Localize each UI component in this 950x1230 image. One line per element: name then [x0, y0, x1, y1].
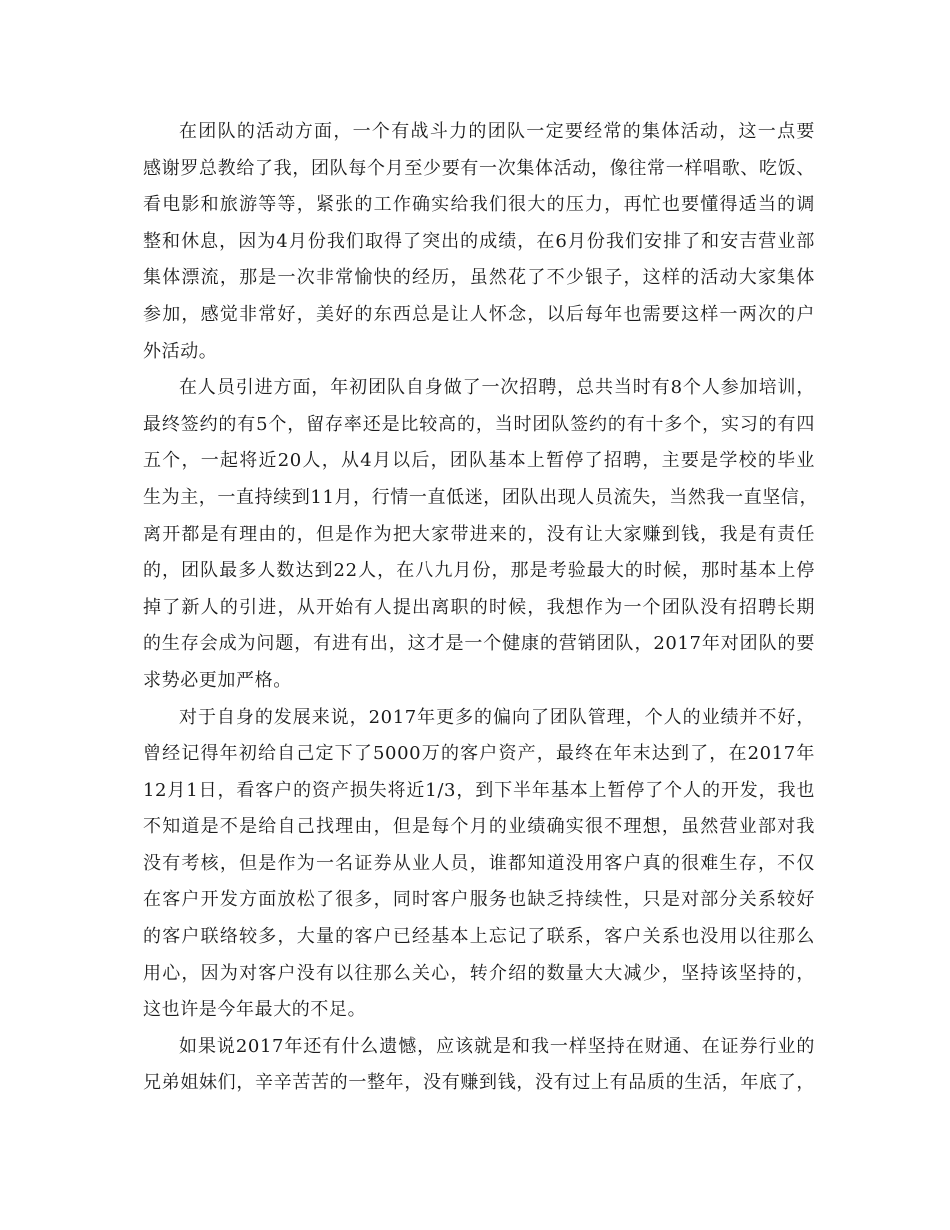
text-line: 如果说2017年还有什么遗憾，应该就是和我一样坚持在财通、在证券行业的: [179, 1035, 815, 1057]
text-line: 的，团队最多人数达到22人，在八九月份，那是考验最大的时候，那时基本上停: [143, 560, 815, 582]
text-line: 外活动。: [143, 340, 218, 362]
document-body: [143, 114, 819, 1102]
text-line: 12月1日，看客户的资产损失将近1/3，到下半年基本上暂停了个人的开发，我也: [143, 779, 815, 801]
text-line: 不知道是不是给自己找理由，但是每个月的业绩确实很不理想，虽然营业部对我: [143, 816, 815, 838]
text-line: 整和休息，因为4月份我们取得了突出的成绩，在6月份我们安排了和安吉营业部: [143, 230, 815, 252]
text-line: 对于自身的发展来说，2017年更多的偏向了团队管理，个人的业绩并不好，: [179, 706, 815, 728]
text-line: 这也许是今年最大的不足。: [143, 999, 367, 1021]
text-line: 求势必更加严格。: [143, 669, 292, 691]
text-line: 曾经记得年初给自己定下了5000万的客户资产，最终在年末达到了，在2017年: [143, 743, 815, 765]
text-line: 兄弟姐妹们，辛辛苦苦的一整年，没有赚到钱，没有过上有品质的生活，年底了，: [143, 1072, 815, 1094]
text-line: 集体漂流，那是一次非常愉快的经历，虽然花了不少银子，这样的活动大家集体: [143, 267, 815, 289]
text-line: 在客户开发方面放松了很多，同时客户服务也缺乏持续性，只是对部分关系较好: [143, 889, 815, 911]
paragraph-regrets: [143, 1029, 815, 1102]
text-line: 生为主，一直持续到11月，行情一直低迷，团队出现人员流失，当然我一直坚信，: [143, 486, 819, 508]
text-line: 在团队的活动方面，一个有战斗力的团队一定要经常的集体活动，这一点要: [179, 121, 815, 142]
text-line: 掉了新人的引进，从开始有人提出离职的时候，我想作为一个团队没有招聘长期: [143, 596, 815, 618]
text-line: 的客户联络较多，大量的客户已经基本上忘记了联系，客户关系也没用以往那么: [143, 926, 815, 948]
text-line: 的生存会成为问题，有进有出，这才是一个健康的营销团队，2017年对团队的要: [143, 633, 815, 655]
paragraph-team-activities: [143, 114, 815, 370]
text-line: 感谢罗总教给了我，团队每个月至少要有一次集体活动，像往常一样唱歌、吃饭、: [143, 157, 815, 179]
paragraph-recruitment: [143, 370, 819, 699]
text-line: 五个，一起将近20人，从4月以后，团队基本上暂停了招聘，主要是学校的毕业: [143, 450, 815, 472]
text-line: 没有考核，但是作为一名证券从业人员，谁都知道没用客户真的很难生存，不仅: [143, 852, 815, 874]
text-line: 参加，感觉非常好，美好的东西总是让人怀念，以后每年也需要这样一两次的户: [143, 303, 815, 325]
text-line: 最终签约的有5个，留存率还是比较高的，当时团队签约的有十多个，实习的有四: [143, 413, 815, 435]
text-line: 用心，因为对客户没有以往那么关心，转介绍的数量大大减少，坚持该坚持的，: [143, 962, 815, 984]
text-line: 看电影和旅游等等，紧张的工作确实给我们很大的压力，再忙也要懂得适当的调: [143, 194, 815, 216]
paragraph-self-development: [143, 700, 815, 1029]
text-line: 离开都是有理由的，但是作为把大家带进来的，没有让大家赚到钱，我是有责任: [143, 523, 815, 545]
text-line: 在人员引进方面，年初团队自身做了一次招聘，总共当时有8个人参加培训，: [179, 377, 815, 399]
